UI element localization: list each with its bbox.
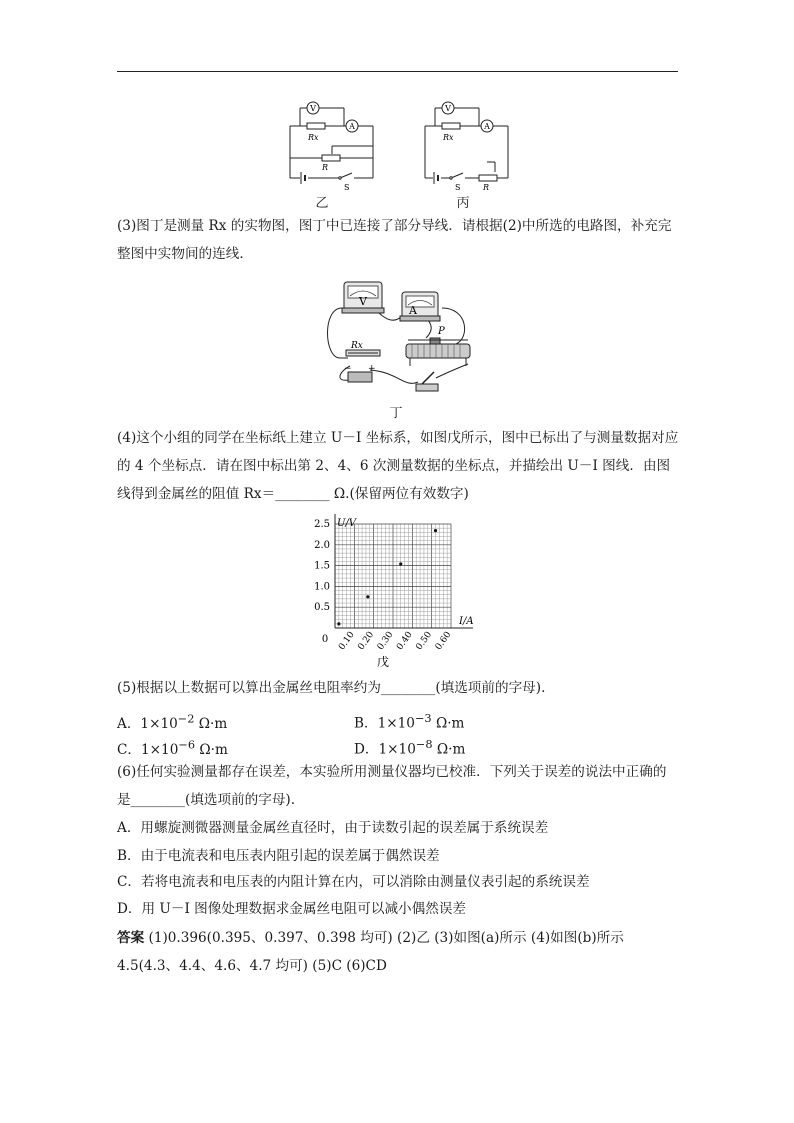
data-point xyxy=(399,562,402,565)
switch-label: S xyxy=(344,183,350,192)
apparatus-figure-ding xyxy=(318,272,488,402)
rheostat-label: R xyxy=(322,163,329,172)
y-tick-label: 1.0 xyxy=(314,581,330,593)
y-axis-label: U/V xyxy=(337,518,357,529)
y-tick-label: 0.5 xyxy=(314,602,330,614)
voltmeter-label: V xyxy=(359,295,367,308)
question-5-text: (5)根据以上数据可以算出金属丝电阻率约为________(填选项前的字母). xyxy=(117,680,546,696)
q6-option-a: A．用螺旋测微器测量金属丝直径时，由于读数引起的误差属于系统误差 xyxy=(117,820,549,836)
answer-label: 答案 xyxy=(117,930,145,946)
q5-options-row-1 xyxy=(117,708,465,734)
question-3-text: (3)图丁是测量 Rx 的实物图，图丁中已连接了部分导线．请根据(2)中所选的电路图，补充完整图中实物间的连线． xyxy=(117,218,672,262)
rx-label: Rx xyxy=(308,133,319,142)
slider-p-label: P xyxy=(438,326,445,337)
x-tick-label: 0.20 xyxy=(356,629,377,653)
ammeter-label: A xyxy=(484,122,490,131)
q5-option-b: B．$1\times 10^{-3}$ Ω·m xyxy=(354,711,465,732)
caption-ding: 丁 xyxy=(389,406,403,421)
x-tick-label: 0.60 xyxy=(433,629,454,653)
caption-bing: 丙 xyxy=(456,196,470,211)
y-tick-label: 2.0 xyxy=(314,539,330,551)
rx-resistor xyxy=(442,123,460,129)
battery-minus: − xyxy=(344,364,352,374)
q5-options-row-2 xyxy=(117,734,466,760)
rheostat xyxy=(479,175,497,181)
x-tick-label: 0.50 xyxy=(414,629,435,653)
ammeter-label: A xyxy=(409,304,417,317)
rx-resistor xyxy=(307,123,325,129)
q6-option-d: D．用 U－I 图像处理数据求金属丝电阻可以减小偶然误差 xyxy=(117,901,467,917)
data-point xyxy=(337,622,340,625)
y-tick-label: 2.5 xyxy=(314,519,330,530)
y-tick-label: 1.5 xyxy=(314,560,330,572)
origin-label: 0 xyxy=(321,634,329,645)
chart-caption: 戊 xyxy=(376,655,390,668)
x-tick-label: 0.30 xyxy=(375,629,396,653)
rheostat-label: R xyxy=(483,183,490,192)
q6-option-b: B．由于电流表和电压表内阻引起的误差属于偶然误差 xyxy=(117,848,440,864)
caption-yi: 乙 xyxy=(315,196,329,211)
rheostat-icon xyxy=(406,338,470,366)
header-rule xyxy=(117,71,678,72)
ammeter-label: A xyxy=(349,122,355,131)
rx-label: Rx xyxy=(443,133,454,142)
rx-label: Rx xyxy=(351,341,363,351)
switch-icon xyxy=(416,372,438,391)
question-4-text: (4)这个小组的同学在坐标纸上建立 U－I 坐标系，如图戊所示，图中已标出了与测量数据对应的 4 个坐标点．请在图中标出第 2、4、6 次测量数据的坐标点，并描绘出 U－I 图线．由图线得到金属丝的阻值 Rx＝________ Ω.(保留两位有效数字) xyxy=(117,430,679,502)
battery-plus: + xyxy=(368,364,376,374)
q5-option-c: C．$1\times 10^{-6}$ Ω·m xyxy=(117,737,228,758)
q5-option-d: D．$1\times 10^{-8}$ Ω·m xyxy=(354,737,466,758)
ammeter-icon xyxy=(400,292,440,321)
data-point xyxy=(366,595,369,598)
ui-chart xyxy=(300,508,500,668)
answer-block xyxy=(117,924,679,980)
switch-label: S xyxy=(455,183,461,192)
question-6-text: (6)任何实验测量都存在误差，本实验所用测量仪器均已校准．下列关于误差的说法中正确的是________(填选项前的字母). xyxy=(117,764,667,808)
x-tick-label: 0.40 xyxy=(395,629,415,653)
data-point xyxy=(434,529,437,532)
q5-option-a: A．$1\times 10^{-2}$ Ω·m xyxy=(117,711,228,732)
q6-option-c: C．若将电流表和电压表的内阻计算在内，可以消除由测量仪表引起的系统误差 xyxy=(117,874,590,890)
circuit-diagram-yi xyxy=(280,100,380,196)
answer-text: (1)0.396(0.395、0.397、0.398 均可) (2)乙 (3)如图(a)所示 (4)如图(b)所示 4.5(4.3、4.4、4.6、4.7 均可) (5)C (6)CD xyxy=(117,930,624,974)
circuit-diagram-bing xyxy=(415,100,515,196)
x-tick-label: 0.10 xyxy=(337,629,357,653)
voltmeter-label: V xyxy=(445,104,451,113)
voltmeter-label: V xyxy=(310,104,316,113)
rheostat xyxy=(322,155,340,161)
x-axis-label: I/A xyxy=(459,616,474,627)
